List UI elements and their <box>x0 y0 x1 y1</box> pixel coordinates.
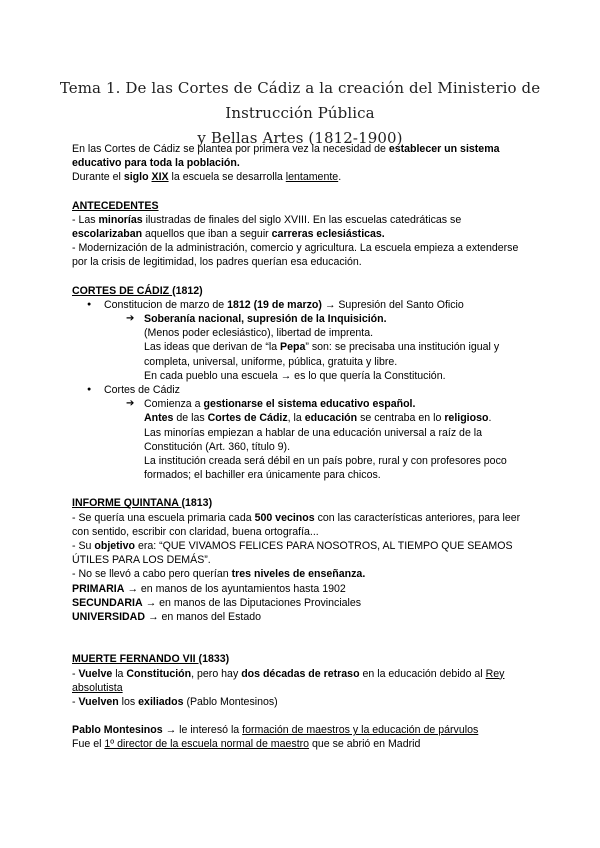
text: en la educación debido al <box>359 667 486 680</box>
text: - Las <box>72 213 99 226</box>
intro-bold: establecer un sistema educativo para toda la población. <box>72 143 500 170</box>
heading-year: (1813) <box>181 497 213 510</box>
cortes-subbullet-list-1 <box>72 312 534 326</box>
pablo-line-2 <box>72 737 534 751</box>
text: - <box>72 667 79 680</box>
heading-year: (1833) <box>198 653 230 666</box>
document-title <box>40 76 560 151</box>
informe-line-6 <box>72 610 534 624</box>
cortes-bullet-list-2 <box>72 383 534 397</box>
bold: minorías <box>98 213 143 226</box>
bold: exiliados <box>138 695 184 708</box>
bold: UNIVERSIDAD <box>72 611 145 624</box>
text: → Supresión del Santo Oficio <box>321 298 464 311</box>
informe-line-4 <box>72 582 534 596</box>
cortes-subbullet-1 <box>72 312 534 326</box>
cortes-sub-text: En cada pueblo una escuela → es lo que quería la Constitución. <box>144 369 446 382</box>
informe-line-2 <box>72 539 534 567</box>
bold: escolarizaban <box>72 228 143 241</box>
bold: Soberanía nacional, supresión de la Inquisición. <box>144 313 387 326</box>
section-heading-antecedentes: ANTECEDENTES <box>72 199 159 212</box>
informe-line-3 <box>72 567 534 581</box>
text: que se abrió en Madrid <box>309 738 421 751</box>
text: ” son: se precisaba una institución igual y completa, universal, uniforme, pública, gratuita y libre. <box>144 341 500 368</box>
bold: Antes <box>144 412 174 425</box>
cortes-subbullet-2 <box>72 397 534 411</box>
heading-year: (1812) <box>172 284 203 297</box>
underlined: 1º director de la escuela normal de maestro <box>104 738 310 751</box>
text: ilustradas de finales del siglo XVIII. En las escuelas catedráticas se <box>142 213 462 226</box>
pablo-line-1 <box>72 723 534 737</box>
text: con las características anteriores, para leer con sentido, escribir con claridad, buena ortografía... <box>72 511 521 538</box>
bold: dos décadas de retraso <box>241 667 360 680</box>
text: - Se quería una escuela primaria cada <box>72 511 255 524</box>
bold: carreras eclesiásticas. <box>271 228 385 241</box>
text: se centraba en lo <box>357 412 445 425</box>
text: (Pablo Montesinos) <box>183 695 278 708</box>
intro-paragraph-2 <box>72 170 534 184</box>
informe-line-1 <box>72 511 534 539</box>
underlined: formación de maestros y la educación de párvulos <box>242 724 479 737</box>
text: → en manos del Estado <box>145 611 262 624</box>
cortes-sub-text <box>72 411 534 425</box>
section-heading-informe <box>72 496 534 510</box>
antecedentes-line-2: - Modernización de la administración, comercio y agricultura. La escuela empieza a extenderse por la crisis de legitimidad, los padres querían esa educación. <box>72 242 519 269</box>
bold: religioso <box>444 412 489 425</box>
heading-text: CORTES DE CÁDIZ <box>72 284 173 297</box>
cortes-bullet-2: ● Cortes de Cádiz <box>72 383 534 397</box>
text: la <box>112 667 127 680</box>
cortes-sub-text: La institución creada será débil en un país pobre, rural y con profesores poco formados; el bachiller era únicamente para chicos. <box>144 455 507 482</box>
intro-text: Durante el <box>72 171 124 184</box>
text: Comienza a <box>144 398 204 411</box>
text: - No se llevó a cabo pero querían <box>72 568 232 581</box>
text: era: “QUE VIVAMOS FELICES PARA NOSOTROS, AL TIEMPO QUE SEAMOS ÚTILES PARA LOS DEMÁS”. <box>72 540 513 567</box>
antecedentes-line-1 <box>72 213 534 241</box>
bold: PRIMARIA <box>72 582 125 595</box>
cortes-bullet-1 <box>72 298 534 312</box>
document-body <box>72 142 534 752</box>
title-line-2: y Bellas Artes (1812-1900) <box>197 129 403 147</box>
heading-text: INFORME QUINTANA <box>72 497 182 510</box>
cortes-bullet-list <box>72 298 534 312</box>
bold: 1812 (19 de marzo) <box>227 298 322 311</box>
title-line-1: Tema 1. De las Cortes de Cádiz a la creación del Ministerio de Instrucción Pública <box>59 79 541 122</box>
bold: SECUNDARIA <box>72 596 143 609</box>
section-heading-muerte <box>72 652 534 666</box>
section-heading-cortes <box>72 284 534 298</box>
text: → en manos de los ayuntamientos hasta 1902 <box>124 582 346 595</box>
cortes-sub-text <box>72 340 534 368</box>
bold: Vuelven <box>78 695 119 708</box>
bold: 500 vecinos <box>254 511 315 524</box>
intro-bold-underlined: XIX <box>151 171 169 184</box>
bold: Pepa <box>280 341 306 354</box>
text: → le interesó la <box>162 724 243 737</box>
text: Constitucion de marzo de <box>104 298 228 311</box>
muerte-line-2 <box>72 695 534 709</box>
bold: gestionarse el sistema educativo español. <box>203 398 416 411</box>
text: . <box>488 412 492 425</box>
bold: educación <box>304 412 358 425</box>
bold: objetivo <box>94 540 135 553</box>
intro-text: la escuela se desarrolla <box>168 171 286 184</box>
bold: Cortes de Cádiz <box>207 412 288 425</box>
intro-text: . <box>338 171 342 184</box>
heading-text: MUERTE FERNANDO VII <box>72 653 199 666</box>
text: , la <box>287 412 305 425</box>
text: Fue el <box>72 738 105 751</box>
intro-underlined: lentamente <box>285 171 339 184</box>
text: los <box>118 695 139 708</box>
intro-bold: siglo <box>123 171 152 184</box>
muerte-line-1 <box>72 667 534 695</box>
informe-line-5 <box>72 596 534 610</box>
cortes-subbullet-list-2 <box>72 397 534 411</box>
bold: tres niveles de enseñanza. <box>231 568 366 581</box>
text: , pero hay <box>191 667 242 680</box>
underlined: Rey absolutista <box>72 667 505 694</box>
intro-text: En las Cortes de Cádiz se plantea por primera vez la necesidad de <box>72 143 389 155</box>
cortes-sub-text: Las minorías empiezan a hablar de una educación universal a raíz de la Constitución (Art. 360, título 9). <box>144 426 483 453</box>
text: de las <box>173 412 208 425</box>
text: aquellos que iban a seguir <box>142 228 272 241</box>
bold: Vuelve <box>78 667 113 680</box>
bold: Constitución <box>126 667 192 680</box>
text: → en manos de las Diputaciones Provinciales <box>142 596 362 609</box>
text: Las ideas que derivan de “la <box>144 341 281 354</box>
cortes-sub-text: (Menos poder eclesiástico), libertad de imprenta. <box>144 327 374 340</box>
intro-paragraph-1 <box>72 142 534 170</box>
bold: Pablo Montesinos <box>72 724 163 737</box>
text: - Su <box>72 540 95 553</box>
text: - <box>72 695 79 708</box>
